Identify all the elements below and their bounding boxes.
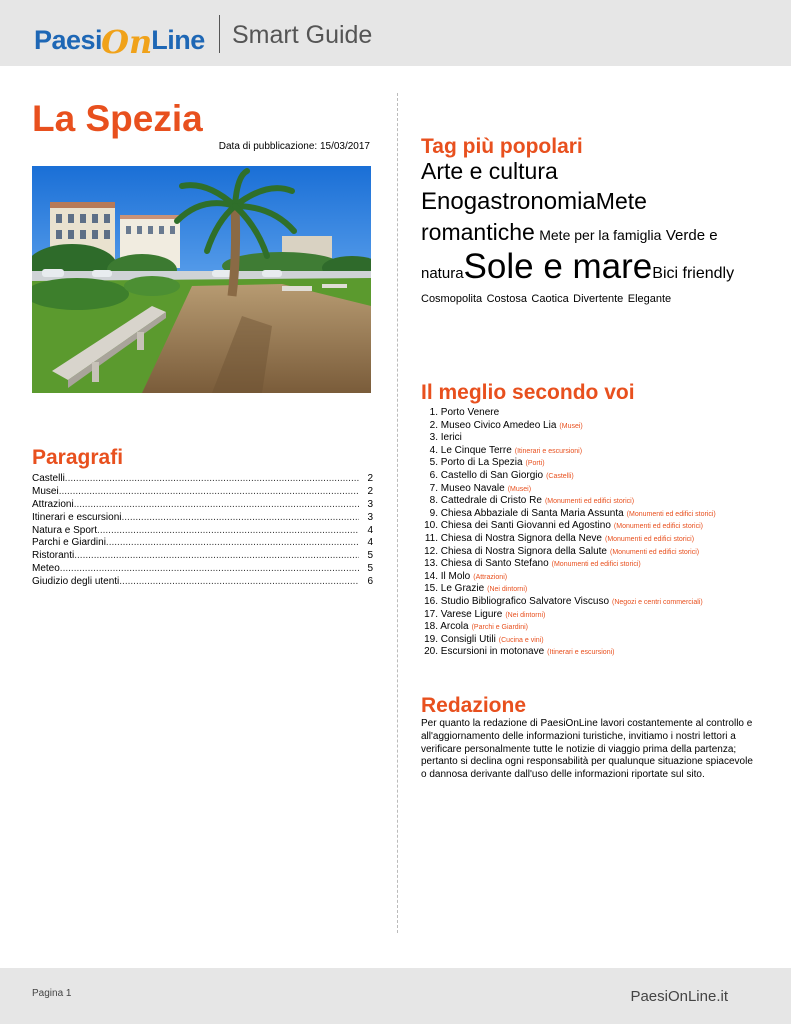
list-item-name: Chiesa dei Santi Giovanni ed Agostino	[440, 520, 611, 532]
list-item-category: (Monumenti ed edifici storici)	[551, 561, 641, 569]
list-item[interactable]	[421, 483, 771, 496]
list-item-category: (Monumenti ed edifici storici)	[626, 510, 716, 518]
list-item-category: (Negozi e centri commerciali)	[612, 598, 703, 606]
toc-leader-dots	[119, 576, 359, 589]
list-item-number: 10.	[424, 520, 438, 532]
toc-leader-dots	[121, 512, 359, 525]
list-item-number: 3.	[429, 432, 438, 444]
toc-row[interactable]	[32, 512, 373, 525]
list-item[interactable]	[421, 646, 771, 659]
list-item-category: (Monumenti ed edifici storici)	[610, 548, 700, 556]
tag-link[interactable]: Enogastronomia	[421, 188, 596, 215]
toc-row[interactable]	[32, 537, 373, 550]
list-item[interactable]	[421, 596, 771, 609]
list-item-number: 18.	[424, 621, 438, 633]
list-item-number: 2.	[429, 419, 438, 431]
redazione-text: Per quanto la redazione di PaesiOnLine lavori costantemente al controllo e all'aggiornamento delle informazioni turistiche, invitiamo i nostri lettori a verificare personalmente tutte le notizie di viaggio prima della partenza; pertanto si declina ogni responsabilità per qualunque situazione spiacevole o dannosa derivante dall'uso delle informazioni riportate sul sito.	[421, 718, 753, 781]
toc-label: Musei	[32, 485, 59, 497]
tag-link[interactable]: Divertente	[573, 293, 624, 305]
toc-page: 5	[367, 550, 373, 562]
list-item[interactable]	[421, 546, 771, 559]
list-item[interactable]	[421, 432, 771, 445]
list-item-category: (Monumenti ed edifici storici)	[544, 498, 635, 506]
toc-leader-dots	[74, 499, 359, 512]
list-item[interactable]	[421, 634, 771, 647]
tag-link[interactable]: Costosa	[486, 293, 527, 305]
list-item-name: Varese Ligure	[440, 608, 503, 620]
toc-label: Natura e Sport	[32, 524, 98, 536]
list-item-category: (Monumenti ed edifici storici)	[613, 523, 703, 531]
header-subtitle: Smart Guide	[232, 21, 373, 49]
list-item[interactable]	[421, 495, 771, 508]
publication-date: Data di pubblicazione: 15/03/2017	[218, 141, 370, 152]
logo-text-on: On	[101, 23, 153, 61]
toc-row[interactable]	[32, 550, 373, 563]
city-photo	[32, 166, 371, 393]
toc-page: 4	[367, 537, 373, 549]
list-item-name: Chiesa di Nostra Signora della Neve	[440, 532, 602, 544]
tag-link[interactable]: Mete romantiche	[421, 188, 647, 245]
list-item-number: 15.	[424, 583, 438, 595]
toc-row[interactable]	[32, 486, 373, 499]
paragrafi-heading: Paragrafi	[32, 446, 124, 469]
list-item-category: (Porti)	[525, 460, 545, 468]
tag-cloud	[421, 160, 751, 306]
list-item-category: (Monumenti ed edifici storici)	[604, 535, 695, 543]
toc-label: Itinerari e escursioni	[32, 511, 122, 523]
toc-page: 3	[367, 511, 373, 523]
list-item-number: 1.	[429, 407, 438, 418]
page-number: Pagina 1	[32, 988, 72, 999]
list-item-name: Cattedrale di Cristo Re	[440, 495, 542, 507]
tags-heading: Tag più popolari	[421, 135, 583, 158]
list-item-category: (Musei)	[559, 422, 583, 430]
list-item-number: 4.	[429, 444, 438, 456]
list-item-category: (Nei dintorni)	[487, 586, 528, 594]
tag-link[interactable]: Bici friendly	[652, 265, 735, 282]
tag-link[interactable]: Caotica	[531, 293, 569, 305]
list-item[interactable]	[421, 470, 771, 483]
list-item[interactable]	[421, 609, 771, 622]
list-item-number: 20.	[424, 646, 438, 658]
list-item-name: Arcola	[440, 621, 469, 633]
toc-label: Ristoranti	[32, 550, 75, 562]
list-item-category: (Nei dintorni)	[505, 611, 546, 619]
list-item[interactable]	[421, 445, 771, 458]
list-item-name: Studio Bibliografico Salvatore Viscuso	[440, 595, 610, 607]
paragrafi-toc	[32, 473, 373, 589]
site-link[interactable]: PaesiOnLine.it	[630, 988, 728, 1005]
toc-page: 5	[367, 563, 373, 575]
list-item-category: (Itinerari e escursioni)	[514, 447, 583, 455]
toc-page: 4	[367, 524, 373, 536]
toc-page: 2	[367, 485, 373, 497]
page-title: La Spezia	[32, 98, 203, 139]
toc-leader-dots	[97, 525, 359, 538]
list-item-category: (Parchi e Giardini)	[471, 624, 529, 632]
tag-link[interactable]: Elegante	[627, 293, 672, 305]
list-item-category: (Castelli)	[546, 472, 574, 480]
list-item-number: 17.	[424, 608, 438, 620]
meglio-heading: Il meglio secondo voi	[421, 381, 635, 404]
city-photo-illustration	[32, 166, 371, 393]
list-item-name: Ierici	[440, 432, 462, 444]
toc-leader-dots	[60, 563, 359, 576]
list-item-category: (Attrazioni)	[473, 573, 508, 581]
list-item[interactable]	[421, 558, 771, 571]
header-separator	[219, 15, 220, 53]
list-item-category: (Musei)	[507, 485, 532, 493]
list-item-number: 6.	[429, 469, 438, 481]
list-item-name: Il Molo	[440, 570, 471, 582]
meglio-list	[421, 407, 771, 659]
toc-leader-dots	[59, 486, 359, 499]
toc-page: 6	[367, 576, 373, 588]
toc-label: Giudizio degli utenti	[32, 576, 120, 588]
list-item-name: Chiesa di Nostra Signora della Salute	[440, 545, 607, 557]
list-item-name: Le Grazie	[440, 583, 485, 595]
paesionline-logo[interactable]	[34, 16, 205, 61]
list-item-name: Porto di La Spezia	[440, 457, 523, 469]
list-item[interactable]	[421, 520, 771, 533]
toc-label: Castelli	[32, 473, 65, 484]
header-band	[0, 0, 791, 66]
toc-label: Parchi e Giardini	[32, 537, 106, 549]
toc-row[interactable]	[32, 473, 373, 486]
column-divider	[397, 93, 398, 933]
list-item-name: Chiesa Abbaziale di Santa Maria Assunta	[440, 507, 624, 519]
toc-row[interactable]	[32, 525, 373, 538]
list-item-name: Castello di San Giorgio	[440, 469, 544, 481]
list-item-number: 11.	[424, 532, 438, 544]
list-item[interactable]	[421, 583, 771, 596]
toc-leader-dots	[74, 550, 359, 563]
list-item[interactable]	[421, 533, 771, 546]
list-item-number: 12.	[424, 545, 438, 557]
toc-row[interactable]	[32, 499, 373, 512]
list-item-number: 8.	[429, 495, 438, 507]
list-item-name: Consigli Utili	[440, 633, 496, 645]
logo-text-line: Line	[151, 25, 205, 55]
tag-link[interactable]: Mete per la famiglia	[539, 227, 662, 243]
list-item[interactable]	[421, 508, 771, 521]
list-item-number: 14.	[424, 570, 438, 582]
footer-band	[0, 968, 791, 1024]
list-item-number: 16.	[424, 595, 438, 607]
toc-leader-dots	[106, 537, 359, 550]
tag-link[interactable]: Cosmopolita	[421, 293, 483, 305]
list-item-name: Escursioni in motonave	[440, 646, 545, 658]
list-item-number: 9.	[429, 507, 438, 519]
list-item-category: (Cucina e vini)	[498, 636, 544, 644]
list-item-number: 7.	[429, 482, 438, 494]
toc-row[interactable]	[32, 563, 373, 576]
list-item-name: Le Cinque Terre	[440, 444, 512, 456]
tag-link[interactable]: Verde e natura	[421, 227, 718, 282]
list-item[interactable]	[421, 420, 771, 433]
list-item-name: Porto Venere	[440, 407, 500, 418]
list-item[interactable]	[421, 621, 771, 634]
redazione-heading: Redazione	[421, 694, 527, 717]
toc-label: Meteo	[32, 563, 60, 575]
list-item[interactable]	[421, 457, 771, 470]
list-item-name: Chiesa di Santo Stefano	[440, 558, 549, 570]
logo-text-paesi: Paesi	[34, 25, 103, 55]
list-item-number: 19.	[424, 633, 438, 645]
toc-leader-dots	[65, 473, 359, 486]
toc-row[interactable]	[32, 576, 373, 589]
tag-link[interactable]: Sole e mare	[463, 247, 653, 286]
list-item-name: Museo Navale	[440, 482, 505, 494]
list-item[interactable]	[421, 571, 771, 584]
list-item[interactable]	[421, 407, 771, 420]
list-item-number: 13.	[424, 558, 438, 570]
list-item-number: 5.	[429, 457, 438, 469]
tag-link[interactable]: Arte e cultura	[421, 158, 558, 184]
list-item-name: Museo Civico Amedeo Lia	[440, 419, 557, 431]
toc-label: Attrazioni	[32, 498, 74, 510]
toc-page: 2	[367, 473, 373, 484]
list-item-category: (Itinerari e escursioni)	[547, 649, 615, 657]
toc-page: 3	[367, 498, 373, 510]
